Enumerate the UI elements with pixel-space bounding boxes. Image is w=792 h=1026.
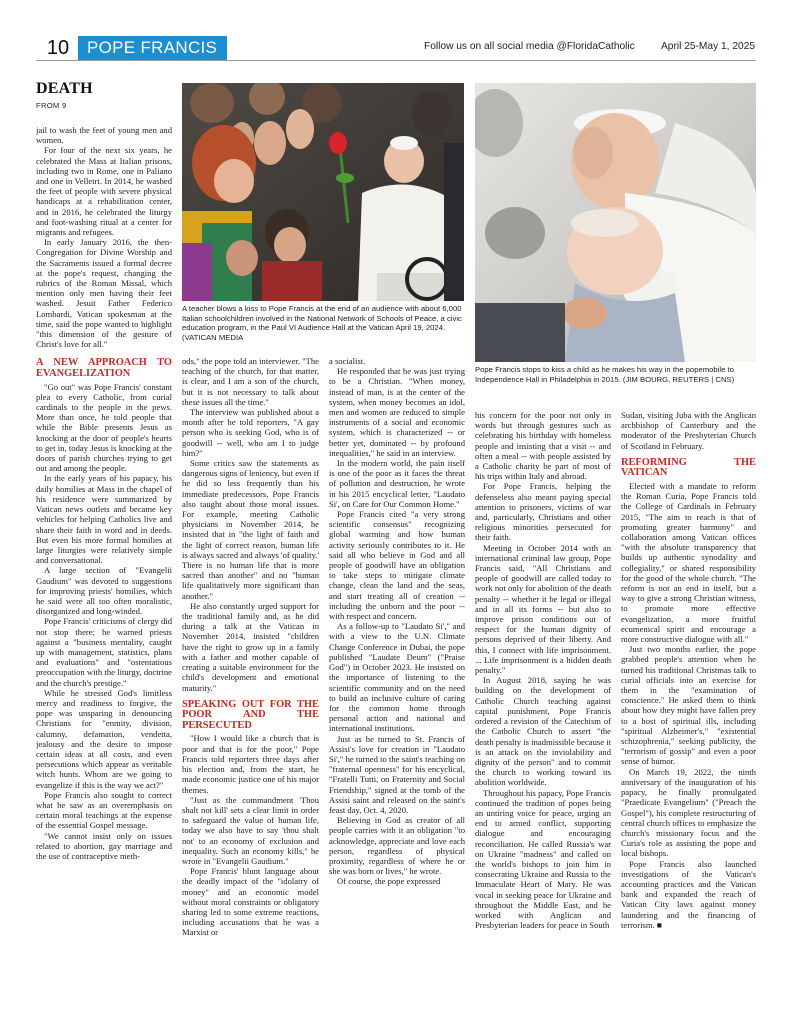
paragraph: his concern for the poor not only in words but through gestures such as celebrating his birthday with homeless people and insisting that a visit -- and often a meal -- with people assisted by a Catholic charity be part of most of his trips within Italy and abroad. [475, 410, 611, 482]
photo-kissing-child [475, 83, 756, 362]
column-1 [36, 125, 172, 970]
paragraph: Meeting in October 2014 with an international criminal law group, Pope Francis said, "All Christians and people of goodwill are called today to work not only for abolition of the death penalty -- whether it be legal or illegal and in all its forms -- but also to improve prison conditions out of respect for the human dignity of persons deprived of their liberty. And this, I connect with life imprisonment. ... Life imprisonment is a hidden death penalty." [475, 542, 611, 676]
photo-audience-hall-caption: A teacher blows a kiss to Pope Francis at the end of an audience with about 6,000 Italian schoolchildren involved in the National Network of Schools of Peace, a civic education program, in the Paul VI Audience Hall at the Vatican April 19, 2024. (VATICAN MEDIA [182, 304, 462, 342]
paragraph: Elected with a mandate to reform the Roman Curia, Pope Francis told the College of Cardinals in February 2015, "The aim to reach is that of promoting greater harmony" and collaboration among Vatican offices "with the absolute transparency that builds up authentic synodality and collegiality," or shared responsibility for the good of the whole church. "The reform is not an end in itself, but a way to give a strong Christian witness, to promote more effective evangelization, a more fruitful ecumenical spirit and encourage a more constructive dialogue with all." [621, 481, 756, 645]
paragraph: While he stressed God's limitless mercy and readiness to forgive, the pope was unsparing in denouncing Christians for "enmity, division, calumny, defamation, vendetta, jealousy and the desire to impose certain ideas at all costs, and even persecutions which appear as veritable witch hunts. Whom are we going to evangelize if this is the way we act?" [36, 687, 172, 790]
paragraph: In the early years of his papacy, his daily homilies at Mass in the chapel of his residence were summarized by Vatican news outlets and became key vehicles for helping Catholics live and share their faith in word and in deeds. But even his more formal homilies at large liturgies were relatively simple and conversational. [36, 473, 172, 566]
photo-audience-hall [182, 83, 464, 301]
column-4 [475, 410, 611, 970]
social-media-line: Follow us on all social media @FloridaCatholic [424, 41, 635, 52]
paragraph: jail to wash the feet of young men and women. [36, 125, 172, 146]
column-5 [621, 410, 756, 970]
paragraph: He also constantly urged support for the traditional family and, as he did during a talk at the Vatican in November 2014, insisted "children have the right to grow up in a family with a father and mother capable of creating a suitable environment for the child's development and emotional maturity." [182, 600, 319, 693]
subhead-evangelization: A NEW APPROACH TO EVANGELIZATION [36, 357, 172, 380]
paragraph: Believing in God as creator of all people carries with it an obligation "to acknowledge, appreciate and love each person, regardless of physical proximity, regardless of where he or she was born or lives," he wrote. [329, 815, 465, 877]
issue-date: April 25-May 1, 2025 [661, 41, 756, 52]
column-3 [329, 356, 465, 970]
paragraph: Sudan, visiting Juba with the Anglican archbishop of Canterbury and the moderator of the Presbyterian Church of Scotland in February. [621, 410, 756, 451]
paragraph: "How I would like a church that is poor and that is for the poor," Pope Francis told reporters three days after his election and, from the start, he made economic justice one of his major themes. [182, 733, 319, 795]
paragraph: ods," the pope told an interviewer. "The teaching of the church, for that matter, is clear, and I am a son of the church, but it is not necessary to talk about these issues all the time." [182, 356, 319, 407]
header-rule [36, 60, 756, 61]
paragraph: Just as he turned to St. Francis of Assisi's love for creation in "Laudato Si'," he turned to the saint's teaching on "fraternal openness" for his encyclical, "Fratelli Tutti, on Fraternity and Social Friendship," signed at the tomb of the Assisi saint and released on the saint's feast day, Oct. 4, 2020. [329, 733, 465, 815]
paragraph: Pope Francis cited "a very strong scientific consensus" recognizing global warming and how human activity seriously contributes to it. He said all who believe in God and all people of goodwill have an obligation to take steps to mitigate climate change, clean the land and the seas, and start treating all of creation -- including the unborn and the poor -- with respect and concern. [329, 509, 465, 622]
column-2 [182, 356, 319, 970]
article-kicker: DEATH [36, 80, 93, 97]
paragraph: The interview was published about a month after he told reporters, "A gay person who is seeking God, who is of goodwill -- well, who am I to judge him?" [182, 407, 319, 458]
paragraph: Just two months earlier, the pope grabbed people's attention when he turned his traditional Christmas talk to curial officials into an exercise for them in the "examination of conscience." He asked them to think about how they might have fallen prey to a host of spiritual ills, including "spiritual Alzheimer's," "existential schizophrenia," seeking publicity, the "terrorism of gossip" and even a poor sense of humor. [621, 644, 756, 767]
subhead-poor-persecuted: SPEAKING OUT FOR THE POOR AND THE PERSECUTED [182, 698, 319, 731]
paragraph: Pope Francis' criticisms of clergy did not stop there; he warned priests against a "business mentality, caught up with management, statistics, plans and evaluations" and "ostentatious preoccupation with the liturgy, doctrine and the church's prestige." [36, 616, 172, 688]
jump-line: FROM 9 [36, 101, 67, 110]
photo-audience-hall-image [182, 83, 464, 301]
paragraph: As a follow-up to "Laudato Si'," and with a view to the U.N. Climate Change Conference in Dubai, the pope published "Laudate Deum" ("Praise God") in October 2023. He insisted on the importance of listening to the scientific community and on the need to build an inclusive culture of caring for the common home through personal action and national and international institutions. [329, 621, 465, 734]
paragraph: In August 2018, saying he was building on the development of Catholic Church teaching against capital punishment, Pope Francis ordered a revision of the Catechism of the Catholic Church to assert "the death penalty is inadmissible because it is an attack on the inviolability and dignity of the person" and to commit the church to working toward its abolition worldwide. [475, 675, 611, 788]
paragraph: A large section of "Evangelii Gaudium" was devoted to suggestions for improving priests' homilies, which he said were all too often moralistic, disorganized and long-winded. [36, 565, 172, 617]
subhead-reforming-vatican: REFORMING THE VATICAN [621, 456, 756, 479]
paragraph: "Just as the commandment 'Thou shalt not kill' sets a clear limit in order to safeguard the value of human life, today we also have to say 'thou shalt not' to an economy of exclusion and inequality. Such an economy kills," he wrote in "Evangelii Gaudium." [182, 794, 319, 866]
paragraph: a socialist. [329, 356, 366, 366]
paragraph: "Go out" was Pope Francis' constant plea to every Catholic, from curial cardinals to the people in the pews. More than once, he told people that while the Bible presents Jesus as knocking at the door of people's hearts to get in, today Jesus is knocking at the doors of parish churches trying to get out and among the people. [36, 381, 172, 474]
paragraph: For four of the next six years, he celebrated the Mass at Italian prisons, including two in Rome, one in Paliano and one in Velletri. In 2014, he washed the feet of people with severe physical handicaps at a rehabilitation center, and in 2016, he celebrated the liturgy and foot-washing ritual at a center for migrants and refugees. [36, 145, 172, 238]
paragraph: Throughout his papacy, Pope Francis continued the tradition of popes being an untiring voice for peace, urging an end to armed conflict, supporting dialogue and encouraging reconciliation. He called Russia's war on Ukraine "madness" and called on the world's bishops to join him in consecrating Ukraine and Russia to the Immaculate Heart of Mary. He was vocal in seeking peace for Ukraine and throughout the Middle East, and he worked with Anglican and Presbyterian leaders for peace in South [475, 787, 611, 931]
paragraph: "We cannot insist only on issues related to abortion, gay marriage and the use of contraceptive meth- [36, 830, 172, 861]
photo-kissing-child-caption: Pope Francis stops to kiss a child as he makes his way in the popemobile to Independence Hall in Philadelphia in 2015. (JIM BOURG, REUTERS | CNS) [475, 365, 735, 384]
photo-kissing-child-image [475, 83, 756, 362]
paragraph: On March 19, 2022, the ninth anniversary of the inauguration of his papacy, he finally promulgated "Praedicate Evangelium" ("Preach the Gospel"), his complete restructuring of central church offices to emphasize the church's missionary focus and the Curia's role as assisting the pope and local bishops. [621, 766, 756, 859]
paragraph: Some critics saw the statements as dangerous signs of leniency, but even if he did so less frequently than his immediate predecessors, Pope Francis also taught about those moral issues. For example, meeting Catholic physicians in November 2014, he insisted that in "the light of faith and the light of correct reason, human life is always sacred and always 'of quality.' There is no human life that is more sacred than another" and no "human life qualitatively more significant than another." [182, 458, 319, 601]
section-title: POPE FRANCIS [78, 36, 227, 60]
paragraph: He responded that he was just trying to be a Christian. "When money, instead of man, is at the center of the system, when money becomes an idol, men and women are reduced to simple instruments of a social and economic system, which is characterized -- or better yet, dominated -- by profound inequalities," he said in an interview. [329, 366, 465, 458]
paragraph: For Pope Francis, helping the defenseless also meant paying special attention to prisoners, victims of war and, particularly, Christians and other religious minorities persecuted for their faith. [475, 481, 611, 543]
paragraph: Of course, the pope expressed [337, 876, 441, 887]
page-number: 10 [36, 36, 80, 60]
paragraph: In early January 2016, the then-Congregation for Divine Worship and the Sacraments issued a formal decree at the pope's request, changing the rubrics of the Roman Missal, which mention only men having their feet washed. Jesuit Father Federico Lombardi, Vatican spokesman at the time, said the pope wanted to highlight "this dimension of the gesture of Christ's love for all." [36, 237, 172, 350]
paragraph: Pope Francis' blunt language about the deadly impact of the "idolatry of money" and an economic model without moral constraints or obligatory sharing led to some extreme reactions, including accusations that he was a Marxist or [182, 866, 319, 938]
paragraph: In the modern world, the pain itself is one of the poor as it faces the threat of pollution and destruction, he wrote in his 2015 encyclical letter, "Laudato Si', on Care for Our Common Home." [329, 458, 465, 509]
paragraph: Pope Francis also sought to correct what he saw as an overemphasis on certain moral teachings at the expense of the essential Gospel message. [36, 789, 172, 831]
paragraph: Pope Francis also launched investigations of the Vatican's accounting practices and the Vatican bank and expanded the reach of Vatican City laws against money laundering and the financing of terrorism. ■ [621, 858, 756, 930]
